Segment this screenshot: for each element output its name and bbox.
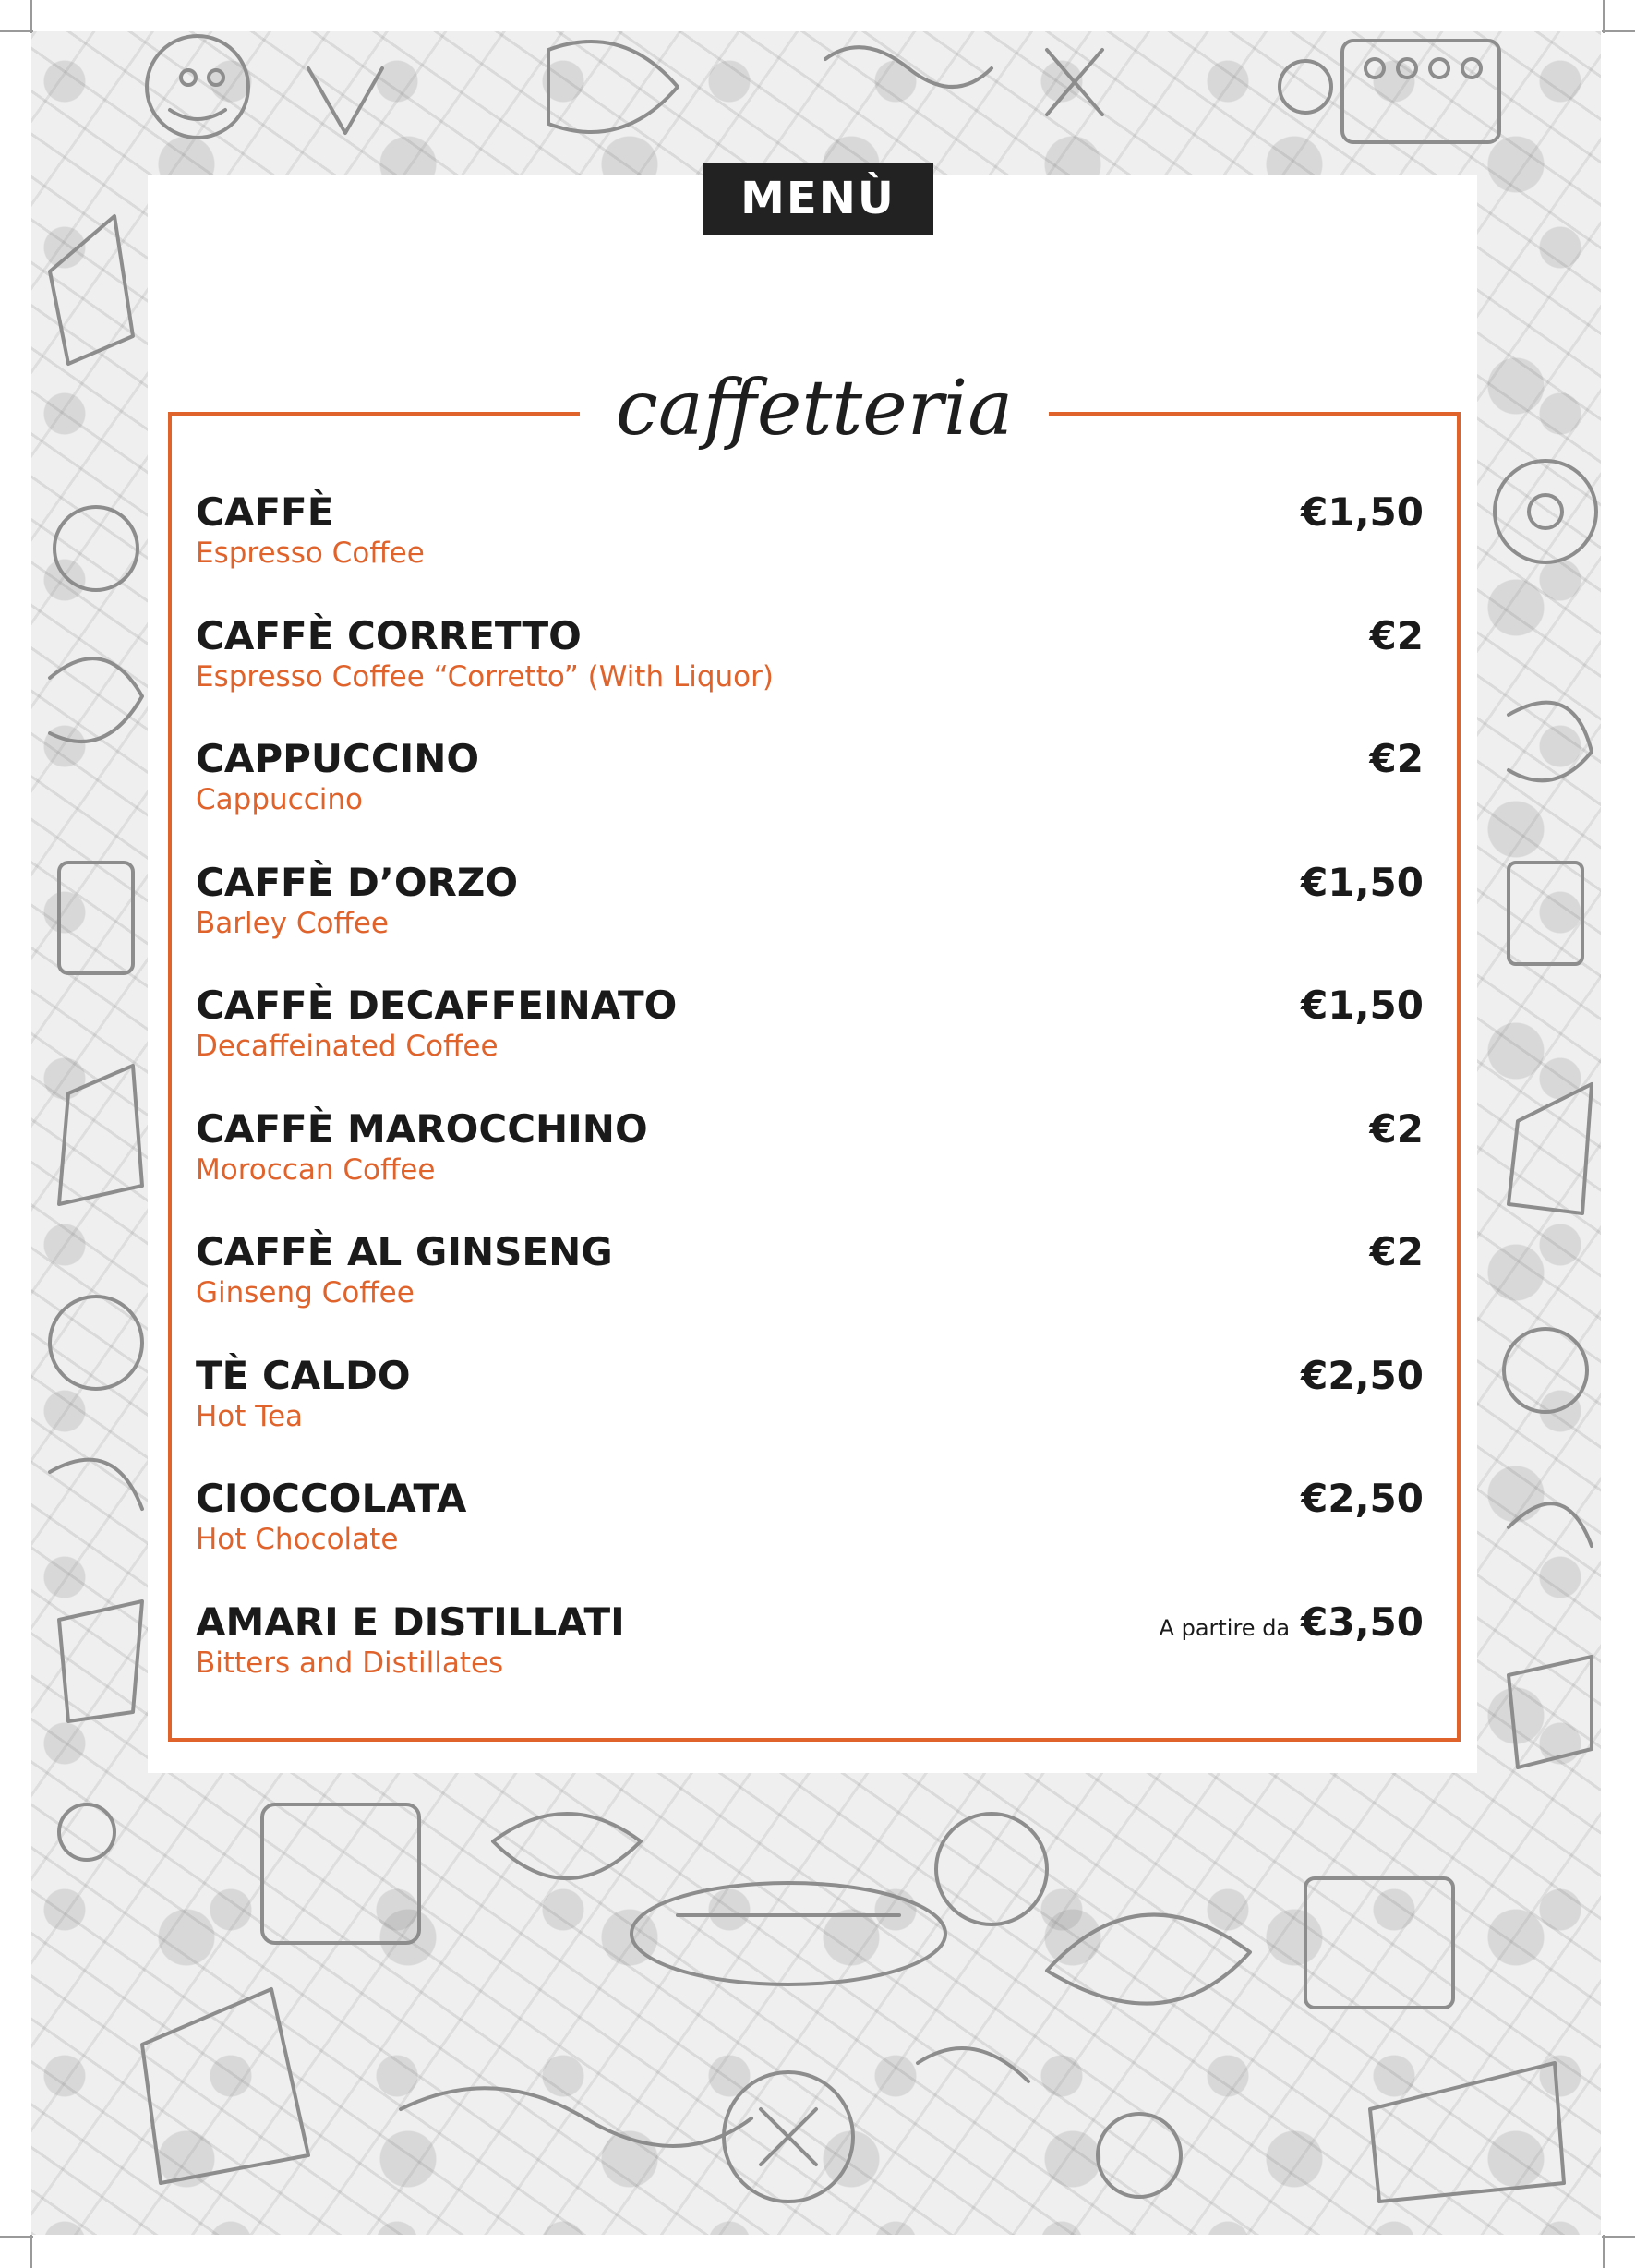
menu-item-list [196, 487, 1424, 1719]
crop-mark [0, 2236, 33, 2238]
crop-mark [0, 30, 33, 32]
menu-item-name: CAFFÈ AL GINSENG [196, 1229, 613, 1274]
menu-item-price-group [1370, 610, 1424, 662]
menu-item [196, 487, 1424, 610]
menu-item-name: CAFFÈ D’ORZO [196, 859, 519, 905]
menu-item-price: €2,50 [1301, 1476, 1424, 1521]
menu-item [196, 1597, 1424, 1720]
menu-header-tag: MENÙ [703, 163, 933, 235]
menu-item-price-group [1301, 857, 1424, 909]
menu-item-description: Espresso Coffee “Corretto” (With Liquor) [196, 659, 774, 694]
crop-mark [1603, 0, 1605, 33]
menu-item-price: €1,50 [1301, 859, 1424, 905]
menu-item-price-group [1301, 1350, 1424, 1402]
menu-item-price-group [1370, 733, 1424, 785]
menu-item [196, 1104, 1424, 1227]
crop-mark [1602, 30, 1635, 32]
menu-item-description: Barley Coffee [196, 906, 390, 940]
menu-item-price-group [1301, 1473, 1424, 1525]
menu-item-price: €2 [1369, 612, 1424, 658]
menu-item-name: TÈ CALDO [196, 1352, 411, 1398]
menu-item-description: Hot Tea [196, 1399, 304, 1433]
menu-item-name: CAFFÈ DECAFFEINATO [196, 983, 678, 1028]
menu-item-price-group [1370, 1104, 1424, 1155]
menu-item-price-prefix: A partire da [1159, 1614, 1291, 1641]
menu-item-name: CAFFÈ [196, 489, 334, 535]
crop-mark [30, 0, 32, 33]
menu-item [196, 1350, 1424, 1474]
menu-item [196, 857, 1424, 981]
menu-item-description: Moroccan Coffee [196, 1152, 436, 1187]
menu-item-price-group [1301, 487, 1424, 538]
menu-item-price: €2 [1369, 1229, 1424, 1274]
menu-item-price-group [1370, 1226, 1424, 1278]
menu-item-name: CAFFÈ CORRETTO [196, 612, 582, 658]
menu-item-price: €2,50 [1301, 1352, 1424, 1398]
menu-item-price: €3,50 [1301, 1598, 1424, 1645]
menu-item-description: Ginseng Coffee [196, 1276, 415, 1309]
menu-item [196, 1473, 1424, 1597]
menu-item [196, 980, 1424, 1104]
section-title: caffetteria [580, 353, 1049, 464]
menu-item [196, 1226, 1424, 1350]
menu-item-description: Bitters and Distillates [196, 1646, 504, 1680]
menu-item-description: Decaffeinated Coffee [196, 1030, 499, 1063]
menu-item-description: Cappuccino [196, 783, 363, 816]
menu-item-name: CAFFÈ MAROCCHINO [196, 1105, 648, 1152]
crop-mark [1602, 2236, 1635, 2238]
menu-item-name: CIOCCOLATA [196, 1476, 467, 1521]
menu-item-price-group [1160, 1597, 1424, 1654]
menu-item-price: €2 [1369, 1105, 1424, 1152]
crop-mark [30, 2235, 32, 2268]
menu-item-name: CAPPUCCINO [196, 736, 480, 781]
menu-item [196, 610, 1424, 734]
crop-mark [1603, 2235, 1605, 2268]
menu-item-price-group [1301, 980, 1424, 1031]
menu-item-price: €2 [1369, 736, 1424, 781]
menu-item-name: AMARI E DISTILLATI [196, 1598, 625, 1645]
menu-item-description: Hot Chocolate [196, 1523, 399, 1556]
menu-item-price: €1,50 [1301, 983, 1424, 1028]
menu-item-price: €1,50 [1301, 489, 1424, 535]
menu-item [196, 733, 1424, 857]
menu-item-description: Espresso Coffee [196, 537, 425, 570]
